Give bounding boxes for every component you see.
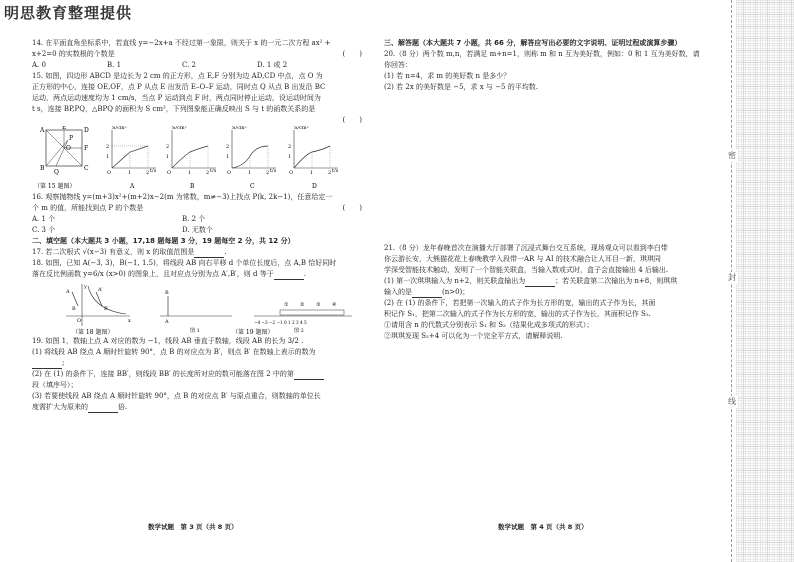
q19-figure1 xyxy=(160,290,232,334)
q19-line1: 19. 如图 1，数轴上点 A 对应的数为 −1，线段 AB 垂直于数轴，线段 AB 的长为 3/2 . xyxy=(32,337,304,345)
q18-q19-figures xyxy=(32,280,362,336)
svg-text:C: C xyxy=(84,165,89,172)
svg-text:t/s: t/s xyxy=(270,168,277,174)
svg-text:1: 1 xyxy=(188,170,192,176)
svg-text:2: 2 xyxy=(328,170,332,176)
q15-graph-d xyxy=(288,126,339,176)
q17-answer-blank[interactable] xyxy=(194,250,224,258)
q20-line4: (2) 若 2x 的美好数是 −5，求 x 与 −5 的平均数. xyxy=(384,83,538,91)
svg-text:O: O xyxy=(77,318,82,324)
svg-text:2: 2 xyxy=(266,170,270,176)
section-3-heading: 三、解答题（本大题共 7 小题，共 66 分，解答应写出必要的文字说明、证明过程或演算步骤） xyxy=(384,39,682,47)
q21-line9: ②琪琪发现 S₂+4 可以化为一个完全平方式，请解释说明. xyxy=(384,332,563,340)
q16-options-row1 xyxy=(32,214,362,225)
q15-line1: 15. 如图，四边形 ABCD 是边长为 2 cm 的正方形，点 E,F 分别为边 AD,CD 中点，点 O 为 xyxy=(32,72,323,80)
svg-text:O: O xyxy=(66,145,71,152)
q15-graph-a xyxy=(106,126,157,176)
left-page xyxy=(32,38,362,413)
q21-1a-answer-blank[interactable] xyxy=(525,279,555,287)
svg-text:P: P xyxy=(69,135,74,142)
q21-line4: (1) 第一次琪琪输入为 n+2，则关联盒输出为 ；若关联盒第二次输出为 n+8，则琪琪 xyxy=(384,277,678,285)
q15-square-figure xyxy=(39,126,89,176)
q18-caption: （第 18 题图） xyxy=(72,329,114,336)
q15-figures xyxy=(32,126,362,192)
q20-answer-space[interactable] xyxy=(384,93,724,243)
q14-option-b[interactable]: B. 1 xyxy=(107,61,122,69)
q16-options-row2 xyxy=(32,225,362,236)
page-footer-left: 数学试题 第 3 页（共 8 页） xyxy=(148,523,238,531)
q18-line1: 18. 如图，已知 A(−3, 3)，B(−1, 1.5)，将线段 AB 向右平移 d 个单位长度后，点 A,B 恰好同时 xyxy=(32,259,337,267)
svg-text:1: 1 xyxy=(106,154,110,160)
svg-text:1: 1 xyxy=(310,170,314,176)
svg-text:x: x xyxy=(128,318,131,324)
svg-text:1: 1 xyxy=(248,170,252,176)
q19-2-answer-blank[interactable] xyxy=(294,372,324,380)
svg-text:y: y xyxy=(84,284,87,290)
svg-text:O: O xyxy=(289,170,294,176)
q19-3-answer-blank[interactable] xyxy=(88,405,118,413)
svg-text:1: 1 xyxy=(128,170,132,176)
q15-label-b: B xyxy=(190,183,195,190)
q19-line2: (1) 将线段 AB 绕点 A 顺时针旋转 90°，点 B 的对应点为 B′，则点 B′ 在数轴上表示的数为 xyxy=(32,348,316,356)
svg-text:图 1: 图 1 xyxy=(190,328,200,334)
q19-line2-blank: ; xyxy=(32,358,362,369)
svg-text:E: E xyxy=(62,126,67,131)
svg-text:A: A xyxy=(66,289,70,295)
q15-graph-b xyxy=(166,126,217,176)
q19-line4: 段（填序号）； xyxy=(32,381,78,389)
q15-caption: （第 15 题图） xyxy=(34,183,76,190)
section-2-heading: 二、填空题（本大题共 3 小题，17,18 题每题 3 分，19 题每空 2 分，共 12 分） xyxy=(32,237,295,245)
q14-line2: x+2=0 的实数根的个数是 ( ) xyxy=(32,50,362,58)
q20-line1: 20.（8 分）两个数 m,n，若满足 m+n=1，则称 m 和 n 互为美好数，例如：0 和 1 互为美好数，请 xyxy=(384,50,700,58)
q16-option-c[interactable]: C. 3 个 xyxy=(32,226,56,234)
svg-text:S/cm²: S/cm² xyxy=(172,126,187,131)
q21-line6: (2) 在 (1) 的条件下，若把第一次输入的式子作为长方形的宽，输出的式子作为长，其面 xyxy=(384,299,656,307)
q16-option-b[interactable]: B. 2 个 xyxy=(182,215,206,223)
binding-margin-grid xyxy=(736,0,794,562)
q21-line5: 输入的是 (n>0)； xyxy=(384,288,470,296)
q18-figure xyxy=(65,284,131,326)
q15-line4: t s，连接 BP,PQ，△BPQ 的面积为 S cm²，下列图象能正确反映出 S 与 t 的函数关系的是 xyxy=(32,105,316,113)
q16-option-a[interactable]: A. 1 个 xyxy=(32,215,56,223)
q19-axis-ticks: −4 −3 −2 −1 0 1 2 3 4 5 xyxy=(254,320,307,325)
svg-text:图 2: 图 2 xyxy=(294,328,304,334)
svg-text:Q: Q xyxy=(54,169,59,176)
svg-text:t/s: t/s xyxy=(210,168,217,174)
svg-text:t/s: t/s xyxy=(150,168,157,174)
svg-text:A: A xyxy=(165,319,169,325)
q14-option-d[interactable]: D. 1 或 2 xyxy=(257,61,288,69)
svg-text:O: O xyxy=(227,170,232,176)
svg-text:F: F xyxy=(84,145,89,152)
q16-line1: 16. 观察抛物线 y=(m+3)x²+(m+2)x−2(m 为常数，m≠−3)上找点 P(k, 2k−1)，任意给定一 xyxy=(32,193,333,201)
q17: 17. 若二次根式 √(x−3) 有意义，则 x 的取值范围是 . xyxy=(32,248,227,256)
q21-line8: ①请用含 n 的代数式分别表示 S₁ 和 S₂（结果化成多项式的形式）； xyxy=(384,321,594,329)
svg-text:2: 2 xyxy=(288,144,292,150)
svg-text:B: B xyxy=(165,290,169,296)
page-footer-right: 数学试题 第 4 页（共 8 页） xyxy=(498,523,588,531)
svg-text:B: B xyxy=(72,306,76,312)
q14-line1: 14. 在平面直角坐标系中，若直线 y=−2x+a 不经过第一象限，则关于 x 的一元二次方程 ax² + xyxy=(32,39,331,47)
right-page xyxy=(384,38,724,342)
svg-text:2: 2 xyxy=(146,170,150,176)
svg-text:O: O xyxy=(107,170,112,176)
svg-text:2: 2 xyxy=(206,170,210,176)
svg-text:③: ③ xyxy=(316,302,321,308)
margin-char-xian: 线 xyxy=(728,397,736,406)
q14-option-c[interactable]: C. 2 xyxy=(182,61,197,69)
svg-text:A′: A′ xyxy=(98,287,103,293)
svg-text:④: ④ xyxy=(332,302,337,308)
svg-text:S/cm²: S/cm² xyxy=(294,126,309,131)
q15-graph-c xyxy=(226,126,277,176)
svg-text:2: 2 xyxy=(106,144,110,150)
svg-text:B: B xyxy=(40,165,45,172)
watermark-text: 明思教育整理提供 xyxy=(4,4,133,22)
q16-option-d[interactable]: D. 无数个 xyxy=(182,226,213,234)
q21-line2: 你云游长安，大熊猫花花上春晚教学入段带一AR 与 AI 的技术融合让人耳目一新，琪琪同 xyxy=(384,255,661,263)
svg-text:O: O xyxy=(167,170,172,176)
q18-answer-blank[interactable] xyxy=(274,272,304,280)
svg-text:S/cm²: S/cm² xyxy=(112,126,127,131)
q14-option-a[interactable]: A. 0 xyxy=(32,61,46,69)
svg-text:①: ① xyxy=(284,302,289,308)
svg-text:②: ② xyxy=(300,302,305,308)
svg-text:1: 1 xyxy=(288,154,292,160)
svg-text:1: 1 xyxy=(226,154,230,160)
q19-line3: (2) 在 (1) 的条件下，连接 BB′，则线段 BB′ 的长度所对应的数可能落在图 2 中的第 xyxy=(32,369,362,380)
svg-text:1: 1 xyxy=(166,154,170,160)
q21-line3: 学深受智能技术触动，发明了一个智能关联盒，当输入数或式时，盒子会直接输出 4 后输出. xyxy=(384,266,669,274)
q15-label-a: A xyxy=(130,183,135,190)
q15-line3: 运动，两点运动速度均为 1 cm/s，当点 P 运动到点 F 时，两点同时停止运动，设运动时间为 xyxy=(32,94,321,102)
q15-line2: 正方形的中心，连接 OE,OF，点 P 从点 E 出发沿 E–O–F 运动，同时点 Q 从点 B 出发沿 BC xyxy=(32,83,326,91)
q20-line2: 你回答： xyxy=(384,61,412,69)
q19-line5: (3) 若要使线段 AB 绕点 A 顺时针旋转 90°，点 B 的对应点 B′ 与原点重合，则数轴的单位长 xyxy=(32,392,321,400)
svg-text:B′: B′ xyxy=(104,306,109,312)
q19-caption: （第 19 题图） xyxy=(232,329,274,336)
svg-text:D: D xyxy=(84,127,89,134)
q21-line1: 21.（8 分）龙年春晚首次在演播大厅部署了沉浸式舞台交互系统，现场观众可以看到李白带 xyxy=(384,244,668,252)
q19-line6: 度需扩大为原来的 倍. xyxy=(32,403,128,411)
q14-options xyxy=(32,60,362,71)
svg-text:t/s: t/s xyxy=(332,168,339,174)
margin-char-mi: 密 xyxy=(728,151,736,160)
q15-label-c: C xyxy=(250,183,255,190)
q21-line7: 积记作 S₁，把第二次输入的式子作为长方形的宽，输出的式子作为长，其面积记作 S₂. xyxy=(384,310,651,318)
margin-char-feng: 封 xyxy=(728,273,736,282)
q18-line2: 落在反比例函数 y=6/x (x>0) 的图象上，且对应点分别为点 A′,B′，则 d 等于 . xyxy=(32,270,306,278)
svg-text:2: 2 xyxy=(166,144,170,150)
svg-text:S/cm²: S/cm² xyxy=(232,126,247,131)
svg-text:2: 2 xyxy=(226,144,230,150)
q21-1b-answer-blank[interactable] xyxy=(412,290,442,298)
q16-line2: 个 m 的值，所能找到点 P 的个数是 ( ) xyxy=(32,204,362,212)
q15-label-d: D xyxy=(312,183,317,190)
svg-text:A: A xyxy=(40,127,45,134)
q19-1-answer-blank[interactable] xyxy=(32,361,62,369)
q20-line3: (1) 若 n=4，求 m 的美好数 n 是多少？ xyxy=(384,72,511,80)
q15-paren-line: ( ) xyxy=(342,116,362,124)
